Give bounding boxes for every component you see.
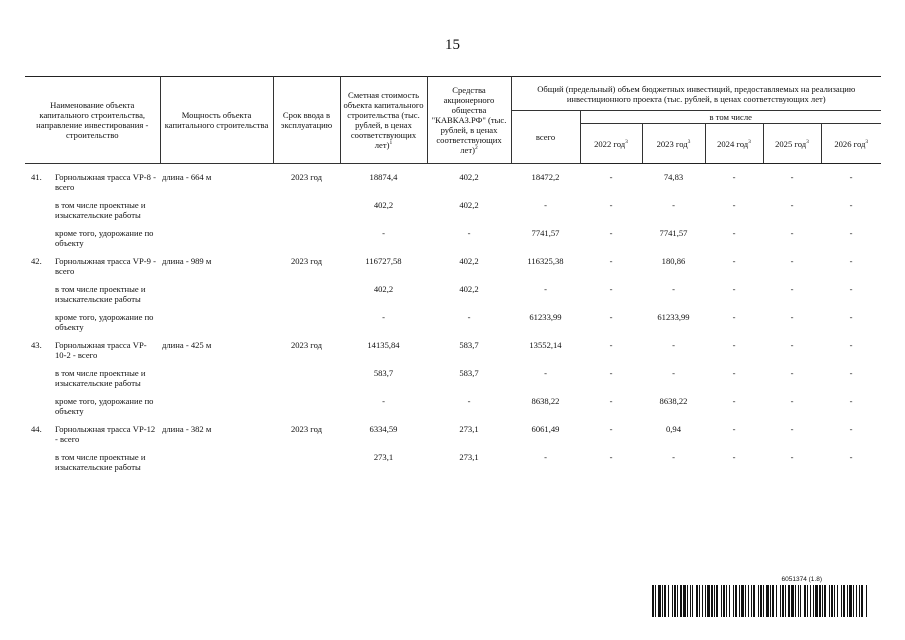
cell-year-2024: -: [732, 256, 736, 266]
cell-year-2023: -: [672, 200, 675, 210]
cell-year-2024: -: [732, 312, 736, 322]
cell-capacity: длина - 382 м: [162, 424, 212, 434]
cell-capacity: [160, 389, 273, 417]
cell-capacity: длина - 425 м: [162, 340, 212, 350]
cell-year-2022: -: [609, 368, 613, 378]
cell-year-2023: -: [672, 452, 675, 462]
cell-capacity: [160, 277, 273, 305]
cell-year-2023: 61233,99: [657, 312, 690, 322]
row-name: кроме того, удорожание по объекту: [55, 396, 154, 416]
cell-year-2024: -: [732, 284, 736, 294]
cell-year-2023: 8638,22: [659, 396, 688, 406]
cell-year-2022: -: [609, 312, 613, 322]
cell-capacity: [160, 445, 273, 473]
cell-year-2022: -: [609, 228, 613, 238]
row-name: Горнолыжная трасса VP-8 - всего: [55, 172, 156, 192]
cell-year-2023: -: [672, 284, 675, 294]
cell-estimated-cost: -: [382, 396, 385, 406]
row-name: Горнолыжная трасса VP-10-2 - всего: [55, 340, 147, 360]
cell-year-2022: -: [609, 200, 613, 210]
cell-company-funds: -: [467, 312, 471, 322]
cell-total: -: [544, 284, 547, 294]
cell-year-2023: -: [672, 340, 675, 350]
cell-year-2025: -: [790, 340, 794, 350]
row-name: кроме того, удорожание по объекту: [55, 228, 154, 248]
row-name: в том числе проектные и изыскательские работы: [55, 200, 146, 220]
cell-year-2023: 7741,57: [659, 228, 688, 238]
row-number: 42.: [31, 256, 42, 266]
cell-name: [25, 249, 160, 277]
table-row: [25, 333, 881, 361]
cell-year-2026: -: [849, 172, 853, 182]
row-name: в том числе проектные и изыскательские работы: [55, 368, 146, 388]
cell-year-2026: -: [849, 368, 853, 378]
cell-deadline: 2023 год: [290, 256, 323, 266]
cell-estimated-cost: 18874,4: [369, 172, 398, 182]
cell-year-2026: -: [849, 284, 853, 294]
header-total: всего: [511, 111, 580, 164]
cell-deadline: [273, 193, 340, 221]
cell-capacity: [160, 361, 273, 389]
cell-capacity: длина - 664 м: [162, 172, 212, 182]
header-deadline: Срок ввода в эксплуатацию: [273, 77, 340, 164]
cell-year-2026: -: [849, 340, 853, 350]
cell-name: [25, 193, 160, 221]
cell-capacity: [160, 305, 273, 333]
cell-name: [25, 389, 160, 417]
cell-name: [25, 221, 160, 249]
barcode-bars: [652, 585, 882, 617]
cell-year-2023: -: [672, 368, 675, 378]
cell-name: [25, 445, 160, 473]
cell-company-funds: 402,2: [459, 256, 479, 266]
cell-deadline: [273, 445, 340, 473]
investment-table-wrapper: [25, 76, 881, 473]
cell-capacity: [160, 193, 273, 221]
cell-year-2025: -: [790, 424, 794, 434]
table-body: [25, 164, 881, 474]
cell-company-funds: 402,2: [459, 284, 479, 294]
cell-deadline: [273, 305, 340, 333]
investment-table: [25, 76, 881, 473]
cell-year-2026: -: [849, 228, 853, 238]
header-year-2023: 2023 год$^3$: [642, 124, 705, 164]
cell-year-2022: -: [609, 284, 613, 294]
cell-year-2025: -: [790, 312, 794, 322]
header-estimated-cost: Сметная стоимость объекта капитального строительства (тыс. рублей, в ценах соответствующих лет)$^1$: [340, 77, 427, 164]
cell-year-2025: -: [790, 228, 794, 238]
cell-company-funds: 583,7: [459, 340, 479, 350]
cell-company-funds: 273,1: [459, 424, 479, 434]
cell-year-2025: -: [790, 256, 794, 266]
cell-deadline: 2023 год: [290, 424, 323, 434]
row-number: [27, 312, 55, 332]
cell-year-2024: -: [732, 340, 736, 350]
cell-company-funds: -: [467, 396, 471, 406]
cell-company-funds: 402,2: [459, 172, 479, 182]
cell-company-funds: 583,7: [459, 368, 479, 378]
row-number: [27, 396, 55, 416]
cell-year-2025: -: [790, 284, 794, 294]
table-row: [25, 305, 881, 333]
table-row: [25, 277, 881, 305]
page-number: 15: [445, 37, 460, 53]
cell-deadline: [273, 221, 340, 249]
cell-year-2026: -: [849, 312, 853, 322]
header-year-2024: 2024 год$^3$: [705, 124, 763, 164]
cell-total: 13552,14: [529, 340, 562, 350]
cell-deadline: 2023 год: [290, 340, 323, 350]
cell-year-2022: -: [609, 424, 613, 434]
cell-year-2024: -: [732, 396, 736, 406]
table-row: [25, 193, 881, 221]
cell-year-2024: -: [732, 172, 736, 182]
row-number: [27, 368, 55, 388]
row-name: кроме того, удорожание по объекту: [55, 312, 154, 332]
cell-estimated-cost: 583,7: [373, 368, 394, 378]
header-name: Наименование объекта капитального строительства, направление инвестирования - строительство: [25, 77, 160, 164]
cell-name: [25, 333, 160, 361]
cell-year-2022: -: [609, 256, 613, 266]
cell-estimated-cost: 402,2: [373, 284, 394, 294]
cell-year-2022: -: [609, 396, 613, 406]
cell-estimated-cost: 6334,59: [369, 424, 398, 434]
table-row: [25, 389, 881, 417]
cell-year-2025: -: [790, 368, 794, 378]
table-row: [25, 417, 881, 445]
row-number: 43.: [31, 340, 42, 350]
cell-name: [25, 164, 160, 194]
cell-year-2025: -: [790, 396, 794, 406]
cell-deadline: [273, 389, 340, 417]
row-number: 41.: [31, 172, 42, 182]
row-number: [27, 284, 55, 304]
cell-company-funds: -: [467, 228, 471, 238]
header-year-2022: 2022 год$^3$: [580, 124, 642, 164]
cell-total: -: [544, 452, 547, 462]
table-header: [25, 77, 881, 164]
header-including: в том числе: [580, 111, 881, 124]
cell-deadline: [273, 277, 340, 305]
barcode: [652, 576, 882, 617]
table-row: [25, 164, 881, 194]
cell-name: [25, 305, 160, 333]
cell-capacity: [160, 221, 273, 249]
row-number: 44.: [31, 424, 42, 434]
row-number: [27, 452, 55, 472]
cell-year-2024: -: [732, 368, 736, 378]
cell-year-2023: 0,94: [665, 424, 682, 434]
cell-total: 116325,38: [527, 256, 564, 266]
cell-total: 7741,57: [531, 228, 560, 238]
cell-year-2023: 74,83: [663, 172, 684, 182]
cell-total: 18472,2: [531, 172, 560, 182]
cell-name: [25, 361, 160, 389]
cell-estimated-cost: 14135,84: [367, 340, 400, 350]
table-row: [25, 445, 881, 473]
cell-year-2026: -: [849, 452, 853, 462]
table-row: [25, 249, 881, 277]
cell-year-2024: -: [732, 200, 736, 210]
cell-total: -: [544, 200, 547, 210]
cell-year-2026: -: [849, 200, 853, 210]
cell-name: [25, 417, 160, 445]
cell-year-2025: -: [790, 452, 794, 462]
cell-company-funds: 273,1: [459, 452, 479, 462]
cell-year-2025: -: [790, 200, 794, 210]
row-number: [27, 228, 55, 248]
table-row: [25, 221, 881, 249]
cell-estimated-cost: -: [382, 312, 385, 322]
cell-estimated-cost: 273,1: [373, 452, 394, 462]
row-name: Горнолыжная трасса VP-12 - всего: [55, 424, 156, 444]
row-name: в том числе проектные и изыскательские работы: [55, 284, 146, 304]
cell-year-2026: -: [849, 396, 853, 406]
cell-year-2026: -: [849, 256, 853, 266]
cell-year-2022: -: [609, 452, 613, 462]
cell-capacity: длина - 989 м: [162, 256, 212, 266]
cell-name: [25, 277, 160, 305]
cell-total: -: [544, 368, 547, 378]
header-year-2025: 2025 год$^3$: [763, 124, 821, 164]
row-name: в том числе проектные и изыскательские работы: [55, 452, 146, 472]
barcode-label: 6051374 (1.8): [781, 576, 822, 583]
header-year-2026: 2026 год$^3$: [821, 124, 881, 164]
header-company-funds: Средства акционерного общества "КАВКАЗ.РФ" (тыс. рублей, в ценах соответствующих лет)$^2$: [427, 77, 511, 164]
cell-year-2022: -: [609, 172, 613, 182]
cell-total: 8638,22: [531, 396, 560, 406]
cell-year-2025: -: [790, 172, 794, 182]
header-capacity: Мощность объекта капитального строительства: [160, 77, 273, 164]
cell-company-funds: 402,2: [459, 200, 479, 210]
row-name: Горнолыжная трасса VP-9 - всего: [55, 256, 156, 276]
cell-year-2024: -: [732, 228, 736, 238]
cell-estimated-cost: 402,2: [373, 200, 394, 210]
cell-year-2026: -: [849, 424, 853, 434]
header-total-volume: Общий (предельный) объем бюджетных инвестиций, предоставляемых на реализацию инвестиционного проекта (тыс. рублей, в ценах соответствующих лет): [511, 77, 881, 111]
cell-deadline: [273, 361, 340, 389]
cell-year-2023: 180,86: [661, 256, 686, 266]
cell-year-2022: -: [609, 340, 613, 350]
cell-estimated-cost: 116727,58: [365, 256, 402, 266]
table-row: [25, 361, 881, 389]
cell-total: 6061,49: [531, 424, 560, 434]
row-number: [27, 200, 55, 220]
cell-year-2024: -: [732, 452, 736, 462]
cell-deadline: 2023 год: [290, 172, 323, 182]
cell-estimated-cost: -: [382, 228, 385, 238]
cell-year-2024: -: [732, 424, 736, 434]
cell-total: 61233,99: [529, 312, 562, 322]
